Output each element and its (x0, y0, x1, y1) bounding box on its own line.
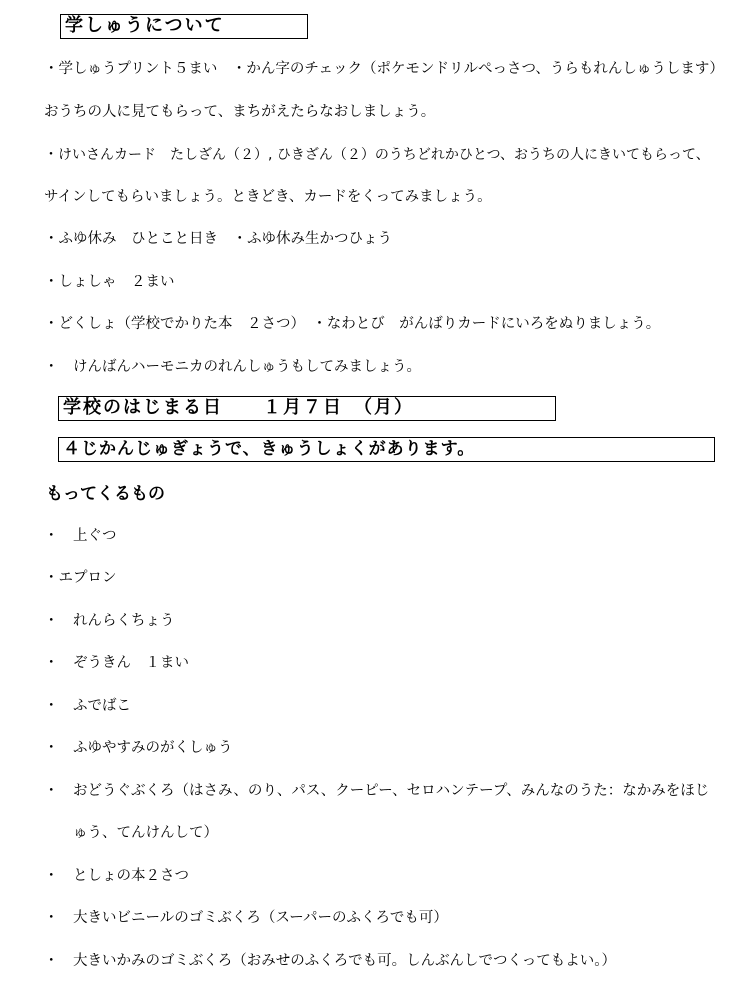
belongings-item: ・ 上ぐつ (44, 528, 117, 544)
section-title-belongings: もってくるもの (46, 484, 165, 504)
section-title-study: 学しゅうについて (60, 14, 308, 39)
belongings-item: ・ 大きいかみのゴミぶくろ（おみせのふくろでも可。しんぶんしでつくってもよい。） (44, 953, 617, 969)
study-line-3: ・けいさんカード たしざん（２）, ひきざん（２）のうちどれかひとつ、おうちの人にきいてもらって、 (44, 147, 710, 163)
study-line-2: おうちの人に見てもらって、まちがえたらなおしましょう。 (44, 104, 436, 120)
belongings-item: ・ れんらくちょう (44, 613, 175, 629)
study-line-8: ・ けんばんハーモニカのれんしゅうもしてみましょう。 (44, 359, 421, 375)
school-start-date: 学校のはじまる日 １月７日 （月） (58, 396, 556, 421)
study-line-4: サインしてもらいましょう。ときどき、カードをくってみましょう。 (44, 189, 492, 205)
belongings-item: ・ ふでばこ (44, 698, 131, 714)
study-line-7: ・どくしょ（学校でかりた本 ２さつ） ・なわとび がんばりカードにいろをぬりましょう。 (44, 316, 661, 332)
belongings-item-continued: ゅう、てんけんして） (44, 825, 218, 841)
study-line-1: ・学しゅうプリント５まい ・かん字のチェック（ポケモンドリルぺっさつ、うらもれんしゅうします） (44, 61, 724, 77)
study-line-5: ・ふゆ休み ひとこと日き ・ふゆ休み生かつひょう (44, 231, 392, 247)
study-line-6: ・しょしゃ ２まい (44, 274, 175, 290)
belongings-item: ・ としょの本２さつ (44, 868, 189, 884)
belongings-item: ・エプロン (44, 570, 117, 586)
lunch-note: ４じかんじゅぎょうで、きゅうしょくがあります。 (58, 437, 715, 462)
belongings-item: ・ ふゆやすみのがくしゅう (44, 740, 233, 756)
belongings-item: ・ 大きいビニールのゴミぶくろ（スーパーのふくろでも可） (44, 910, 448, 926)
belongings-item: ・ ぞうきん １まい (44, 655, 189, 671)
belongings-item: ・ おどうぐぶくろ（はさみ、のり、パス、クーピー、セロハンテープ、みんなのうた：なかみをほじ (44, 783, 710, 799)
